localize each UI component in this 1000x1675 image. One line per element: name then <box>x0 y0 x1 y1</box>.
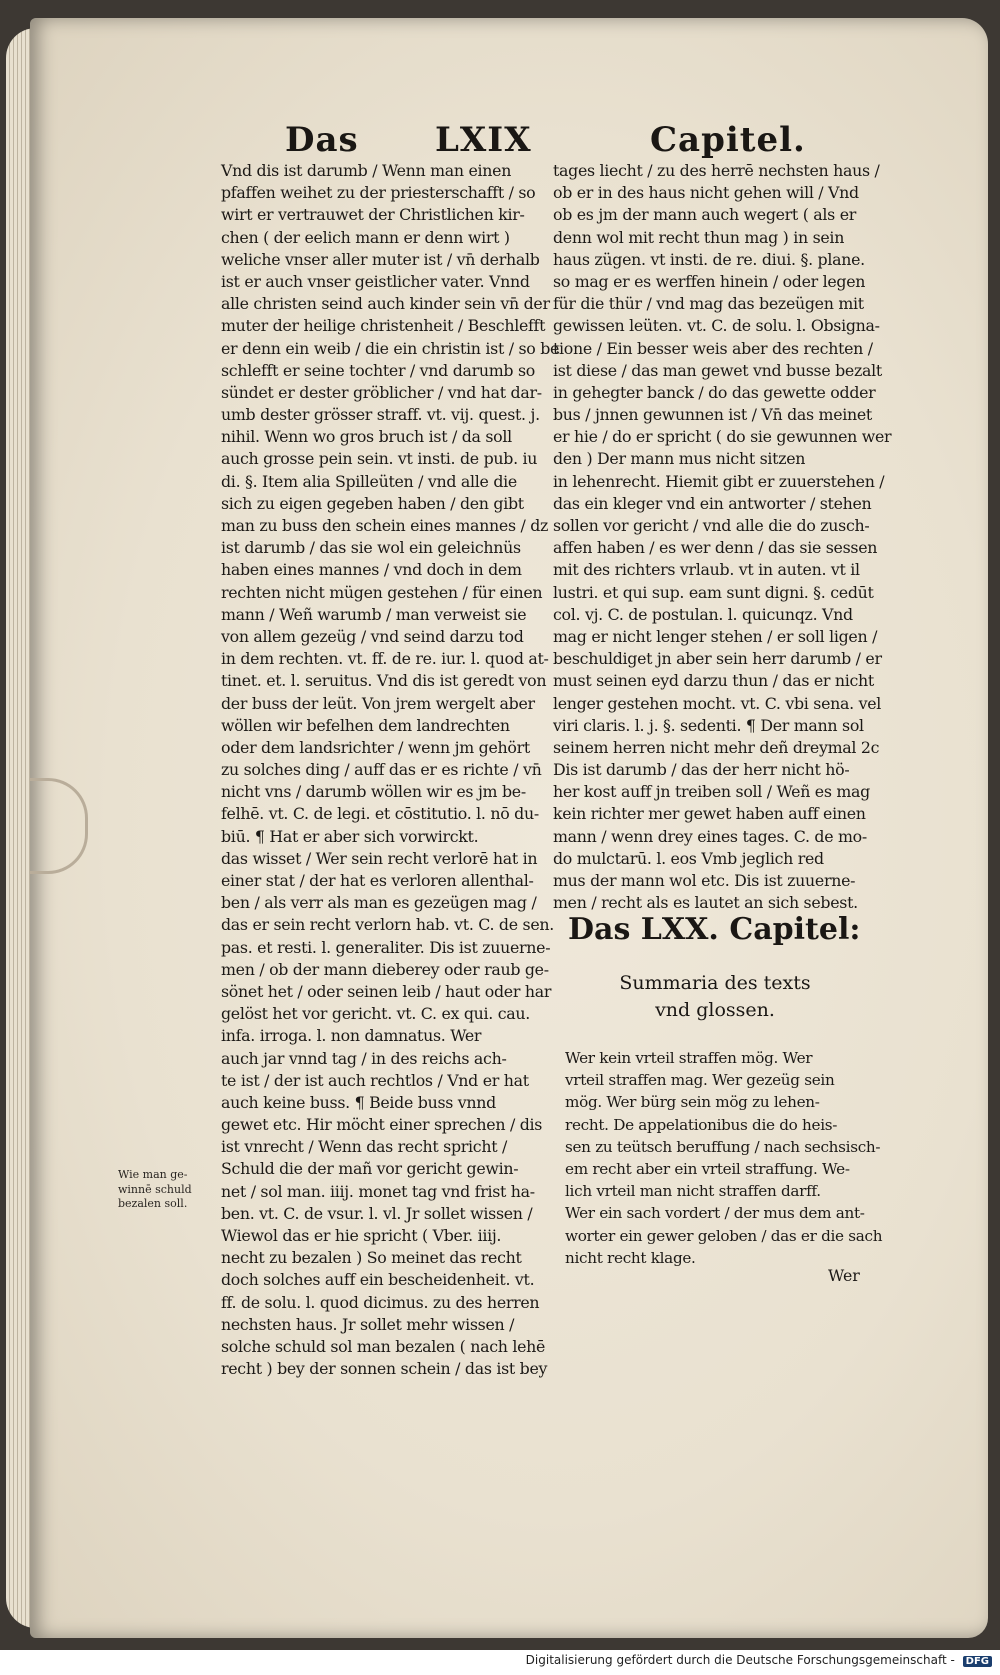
chapter-70-summary-text <box>565 1047 883 1269</box>
funding-text: Digitalisierung gefördert durch die Deutsche Forschungsgemeinschaft - <box>525 1653 955 1667</box>
text-line: solche schuld sol man bezalen ( nach lehē <box>221 1336 546 1356</box>
text-line: must seinen eyd darzu thun / das er nicht <box>553 671 874 691</box>
header-left: Das <box>285 120 359 160</box>
text-line: mit des richters vrlaub. vt in auten. vt il <box>553 560 860 580</box>
summary-heading-line: Summaria des texts <box>619 972 811 994</box>
text-line: tages liecht / zu des herrē nechsten haus / <box>553 161 880 180</box>
text-line: doch solches auff ein bescheidenheit. vt. <box>221 1270 535 1290</box>
text-line: haben eines mannes / vnd doch in dem <box>221 560 522 580</box>
text-line: für die thür / vnd mag das bezeügen mit <box>553 294 864 314</box>
text-line: chen ( der eelich mann er denn wirt ) <box>221 227 510 247</box>
chapter-70-title: Das LXX. Capitel: <box>568 912 861 947</box>
text-line: sen zu teütsch beruffung / nach sechsisch- <box>565 1137 881 1156</box>
text-line: ff. de solu. l. quod dicimus. zu des herren <box>221 1292 540 1312</box>
text-line: beschuldiget jn aber sein herr darumb / er <box>553 649 882 669</box>
text-line: recht. De appelationibus die do heis- <box>565 1115 838 1134</box>
text-line: in gehegter banck / do das gewette odder <box>553 382 876 402</box>
text-line: mag er nicht lenger stehen / er soll ligen / <box>553 626 878 646</box>
text-line: einer stat / der hat es verloren allenthal- <box>221 871 534 890</box>
text-line: ist er auch vnser geistlicher vater. Vnnd <box>221 271 530 291</box>
text-line: ist diese / das man gewet vnd busse bezalt <box>553 360 882 380</box>
text-line: biū. ¶ Hat er aber sich vorwirckt. <box>221 826 479 846</box>
text-line: schlefft er seine tochter / vnd darumb so <box>221 360 535 380</box>
text-line: alle christen seind auch kinder sein vn̄ der <box>221 294 550 314</box>
text-line: ist darumb / das sie wol ein geleichnüs <box>221 538 521 558</box>
summary-heading <box>560 970 870 1024</box>
text-line: zu solches ding / auff das er es richte / vn̄ <box>221 760 542 780</box>
text-line: haus zügen. vt insti. de re. diui. §. plane. <box>553 249 865 269</box>
text-line: weliche vnser aller muter ist / vn̄ derhalb <box>221 249 540 269</box>
text-line: nicht recht klage. <box>565 1248 696 1267</box>
text-line: muter der heilige christenheit / Beschlefft <box>221 316 546 336</box>
text-line: man zu buss den schein eines mannes / dz <box>221 516 549 535</box>
footer-bar <box>0 1650 1000 1675</box>
text-line: worter ein gewer geloben / das er die sach <box>565 1226 883 1245</box>
text-line: recht ) bey der sonnen schein / das ist bey <box>221 1359 548 1379</box>
text-line: sündet er dester gröblicher / vnd hat dar- <box>221 382 542 402</box>
right-text-column <box>553 160 892 914</box>
text-line: mög. Wer bürg sein mög zu lehen- <box>565 1093 820 1112</box>
text-line: mann / Weñ warumb / man verweist sie <box>221 604 527 624</box>
text-line: pas. et resti. l. generaliter. Dis ist zuuerne- <box>221 937 551 957</box>
text-line: von allem gezeüg / vnd seind darzu tod <box>221 626 524 646</box>
text-line: Wiewol das er hie spricht ( Vber. iiij. <box>221 1226 502 1245</box>
text-line: net / sol man. iiij. monet tag vnd frist ha- <box>221 1181 535 1201</box>
text-line: lenger gestehen mocht. vt. C. vbi sena. vel <box>553 693 881 713</box>
text-line: auch grosse pein sein. vt insti. de pub. iu <box>221 449 538 469</box>
text-line: in dem rechten. vt. ff. de re. iur. l. quod at- <box>221 649 549 669</box>
text-line: den ) Der mann mus nicht sitzen <box>553 449 806 469</box>
text-line: bus / jnnen gewunnen ist / Vn̄ das meinet <box>553 405 872 425</box>
text-line: auch keine buss. ¶ Beide buss vnnd <box>221 1092 496 1112</box>
text-line: er denn ein weib / die ein christin ist / so be <box>221 338 560 358</box>
text-line: infa. irroga. l. non damnatus. Wer <box>221 1026 482 1046</box>
text-line: Vnd dis ist darumb / Wenn man einen <box>221 161 512 180</box>
header-right: Capitel. <box>650 120 806 160</box>
text-line: men / ob der mann dieberey oder raub ge- <box>221 959 549 979</box>
text-line: affen haben / es wer denn / das sie sessen <box>553 538 878 558</box>
text-line: tione / Ein besser weis aber des rechten / <box>553 338 873 358</box>
text-line: Wer kein vrteil straffen mög. Wer <box>565 1049 813 1067</box>
text-line: sönet het / oder seinen leib / haut oder har <box>221 981 552 1001</box>
text-line: ob er in des haus nicht gehen will / Vnd <box>553 183 859 203</box>
text-line: so mag er es werffen hinein / oder legen <box>553 271 866 291</box>
text-line: necht zu bezalen ) So meinet das recht <box>221 1248 522 1268</box>
text-line: in lehenrecht. Hiemit gibt er zuuerstehen / <box>553 471 885 491</box>
text-line: das wisset / Wer sein recht verlorē hat in <box>221 848 538 868</box>
text-line: do mulctarū. l. eos Vmb jeglich red <box>553 848 824 868</box>
catchword: Wer <box>828 1266 860 1285</box>
text-line: Dis ist darumb / das der herr nicht hö- <box>553 760 850 780</box>
text-line: auch jar vnnd tag / in des reichs ach- <box>221 1048 507 1068</box>
text-line: Wie man ge- <box>118 1168 188 1181</box>
text-line: das er sein recht verlorn hab. vt. C. de sen. <box>221 915 554 935</box>
text-line: pfaffen weihet zu der priesterschafft / so <box>221 183 536 203</box>
text-line: wöllen wir befelhen dem landrechten <box>221 715 510 735</box>
text-line: her kost auff jn treiben soll / Weñ es mag <box>553 782 870 802</box>
text-line: bezalen soll. <box>118 1197 188 1210</box>
text-line: sich zu eigen gegeben haben / den gibt <box>221 493 524 513</box>
text-line: te ist / der ist auch rechtlos / Vnd er hat <box>221 1070 529 1090</box>
text-line: ob es jm der mann auch wegert ( als er <box>553 205 856 225</box>
text-line: wirt er vertrauwet der Christlichen kir- <box>221 205 525 225</box>
text-line: men / recht als es lautet an sich sebest. <box>553 893 858 913</box>
text-line: oder dem landsrichter / wenn jm gehört <box>221 737 530 757</box>
text-line: denn wol mit recht thun mag ) in sein <box>553 227 845 247</box>
funding-credit <box>526 1653 992 1667</box>
text-line: felhē. vt. C. de legi. et cōstitutio. l. nō du- <box>221 804 539 824</box>
text-line: ben. vt. C. de vsur. l. vl. Jr sollet wissen / <box>221 1203 533 1223</box>
text-line: nechsten haus. Jr sollet mehr wissen / <box>221 1314 515 1334</box>
text-line: der buss der leüt. Von jrem wergelt aber <box>221 693 535 713</box>
text-line: gewet etc. Hir möcht einer sprechen / dis <box>221 1115 543 1135</box>
text-line: gewissen leüten. vt. C. de solu. l. Obsigna- <box>553 316 880 336</box>
text-line: em recht aber ein vrteil straffung. We- <box>565 1159 850 1178</box>
dfg-logo: DFG <box>963 1656 992 1667</box>
text-line: rechten nicht mügen gestehen / für einen <box>221 582 543 602</box>
text-line: tinet. et. l. seruitus. Vnd dis ist geredt von <box>221 671 547 691</box>
text-line: Wer ein sach vordert / der mus dem ant- <box>565 1204 865 1223</box>
header-center: LXIX <box>435 120 532 160</box>
text-line: viri claris. l. j. §. sedenti. ¶ Der mann sol <box>553 715 864 735</box>
text-line: di. §. Item alia Spilleüten / vnd alle die <box>221 471 517 491</box>
text-line: das ein kleger vnd ein antworter / stehen <box>553 493 872 513</box>
text-line: Schuld die der mañ vor gericht gewin- <box>221 1159 519 1179</box>
text-line: er hie / do er spricht ( do sie gewunnen wer <box>553 427 892 447</box>
text-line: kein richter mer gewet haben auff einen <box>553 804 866 824</box>
text-line: ist vnrecht / Wenn das recht spricht / <box>221 1137 508 1157</box>
text-line: nicht vns / darumb wöllen wir es jm be- <box>221 782 526 802</box>
text-line: col. vj. C. de postulan. l. quicunqz. Vnd <box>553 604 853 624</box>
summary-heading-line: vnd glossen. <box>655 999 775 1021</box>
text-line: seinem herren nicht mehr deñ dreymal 2c <box>553 737 880 757</box>
text-line: vrteil straffen mag. Wer gezeüg sein <box>565 1071 835 1090</box>
text-line: winnē schuld <box>118 1182 192 1196</box>
text-line: umb dester grösser straff. vt. vij. quest. j. <box>221 405 540 425</box>
text-line: lich vrteil man nicht straffen darff. <box>565 1182 821 1201</box>
marginal-note <box>118 1168 218 1212</box>
text-line: ben / als verr als man es gezeügen mag / <box>221 893 537 913</box>
text-line: mus der mann wol etc. Dis ist zuuerne- <box>553 871 856 890</box>
left-text-column <box>221 160 560 1380</box>
paper-clip <box>30 778 88 874</box>
text-line: gelöst het vor gericht. vt. C. ex qui. cau. <box>221 1004 530 1024</box>
text-line: nihil. Wenn wo gros bruch ist / da soll <box>221 427 512 447</box>
text-line: mann / wenn drey eines tages. C. de mo- <box>553 826 867 846</box>
text-line: sollen vor gericht / vnd alle die do zusch- <box>553 516 870 535</box>
text-line: lustri. et qui sup. eam sunt digni. §. cedūt <box>553 582 874 602</box>
